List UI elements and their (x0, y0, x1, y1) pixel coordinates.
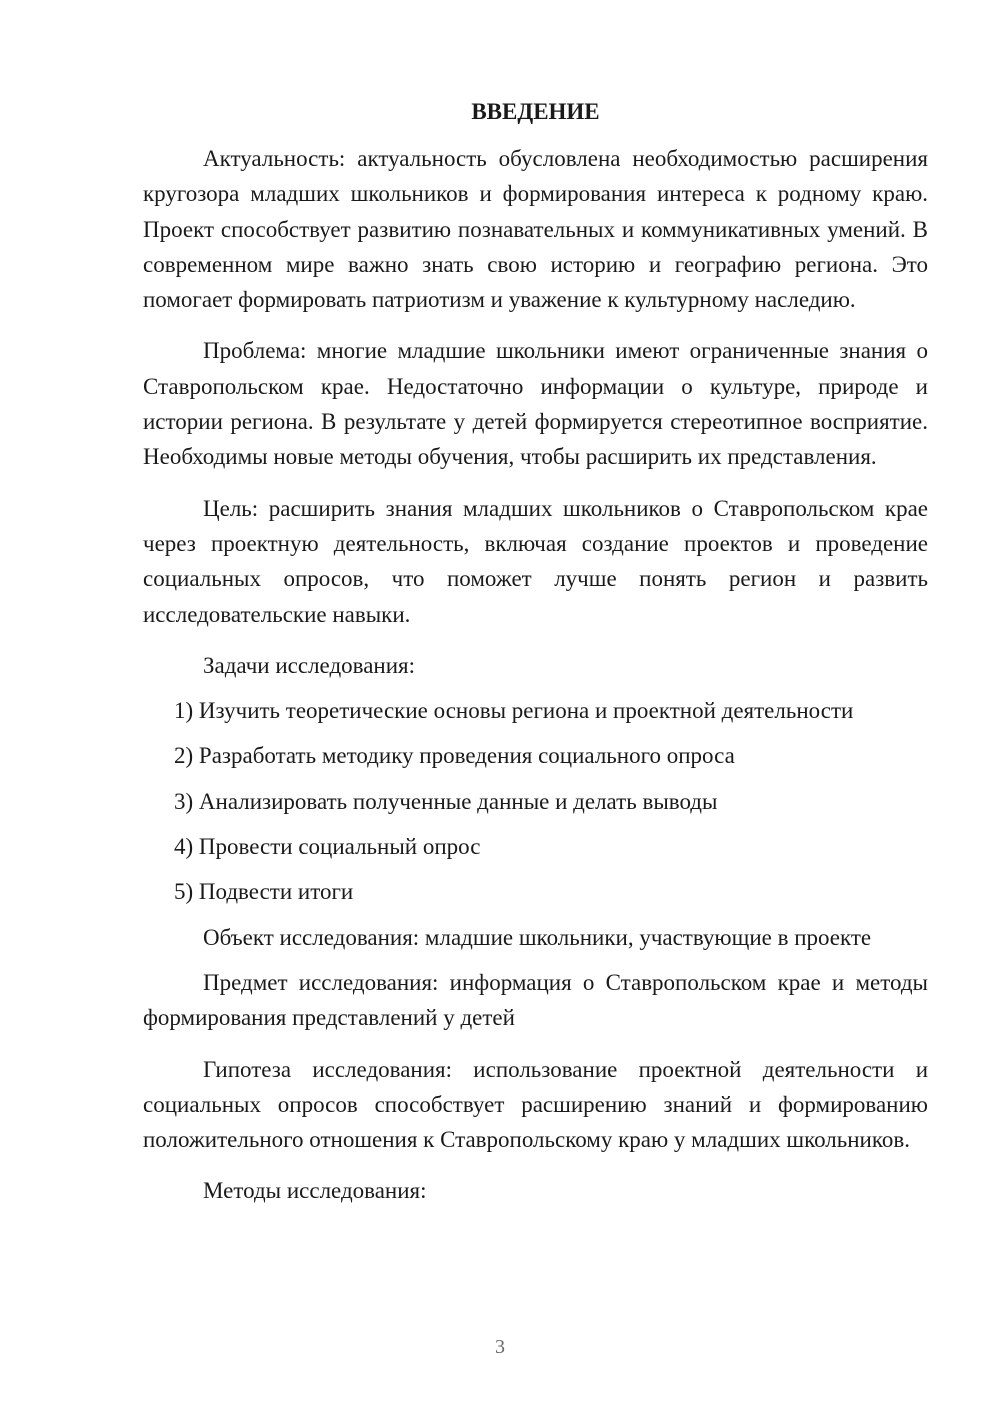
list-item: 2) Разработать методику проведения социального опроса (174, 743, 735, 769)
hypothesis-paragraph: Гипотеза исследования: использование проектной деятельности и социальных опросов способствует расширению знаний и формированию положительного отношения к Ставропольскому краю у младших школьников. (143, 1056, 928, 1153)
goal-paragraph: Цель: расширить знания младших школьников о Ставропольском крае через проектную деятельность, включая создание проектов и проведение социальных опросов, что поможет лучше понять регион и развить исследовательские навыки. (143, 495, 928, 627)
section-title: ВВЕДЕНИЕ (471, 99, 600, 124)
tasks-list (143, 693, 928, 909)
list-item: 1) Изучить теоретические основы региона и проектной деятельности (174, 698, 854, 724)
methods-heading: Методы исследования: (203, 1178, 427, 1204)
subject-paragraph: Предмет исследования: информация о Ставропольском крае и методы формирования представлений у детей (143, 969, 928, 1031)
object-paragraph: Объект исследования: младшие школьники, участвующие в проекте (203, 924, 872, 950)
page-number: 3 (495, 1336, 505, 1358)
page-content (143, 94, 928, 1225)
list-item: 3) Анализировать полученные данные и делать выводы (174, 788, 718, 814)
list-item: 4) Провести социальный опрос (174, 834, 481, 860)
tasks-heading: Задачи исследования: (203, 652, 416, 678)
problem-paragraph: Проблема: многие младшие школьники имеют ограниченные знания о Ставропольском крае. Недостаточно информации о культуре, природе и истории региона. В результате у детей формируется стереотипное восприятие. Необходимы новые методы обучения, чтобы расширить их представления. (143, 338, 928, 470)
list-item: 5) Подвести итоги (174, 879, 354, 905)
relevance-paragraph: Актуальность: актуальность обусловлена необходимостью расширения кругозора младших школьников и формирования интереса к родному краю. Проект способствует развитию познавательных и коммуникативных умений. В современном мире важно знать свою историю и географию региона. Это помогает формировать патриотизм и уважение к культурному наследию. (143, 146, 928, 313)
